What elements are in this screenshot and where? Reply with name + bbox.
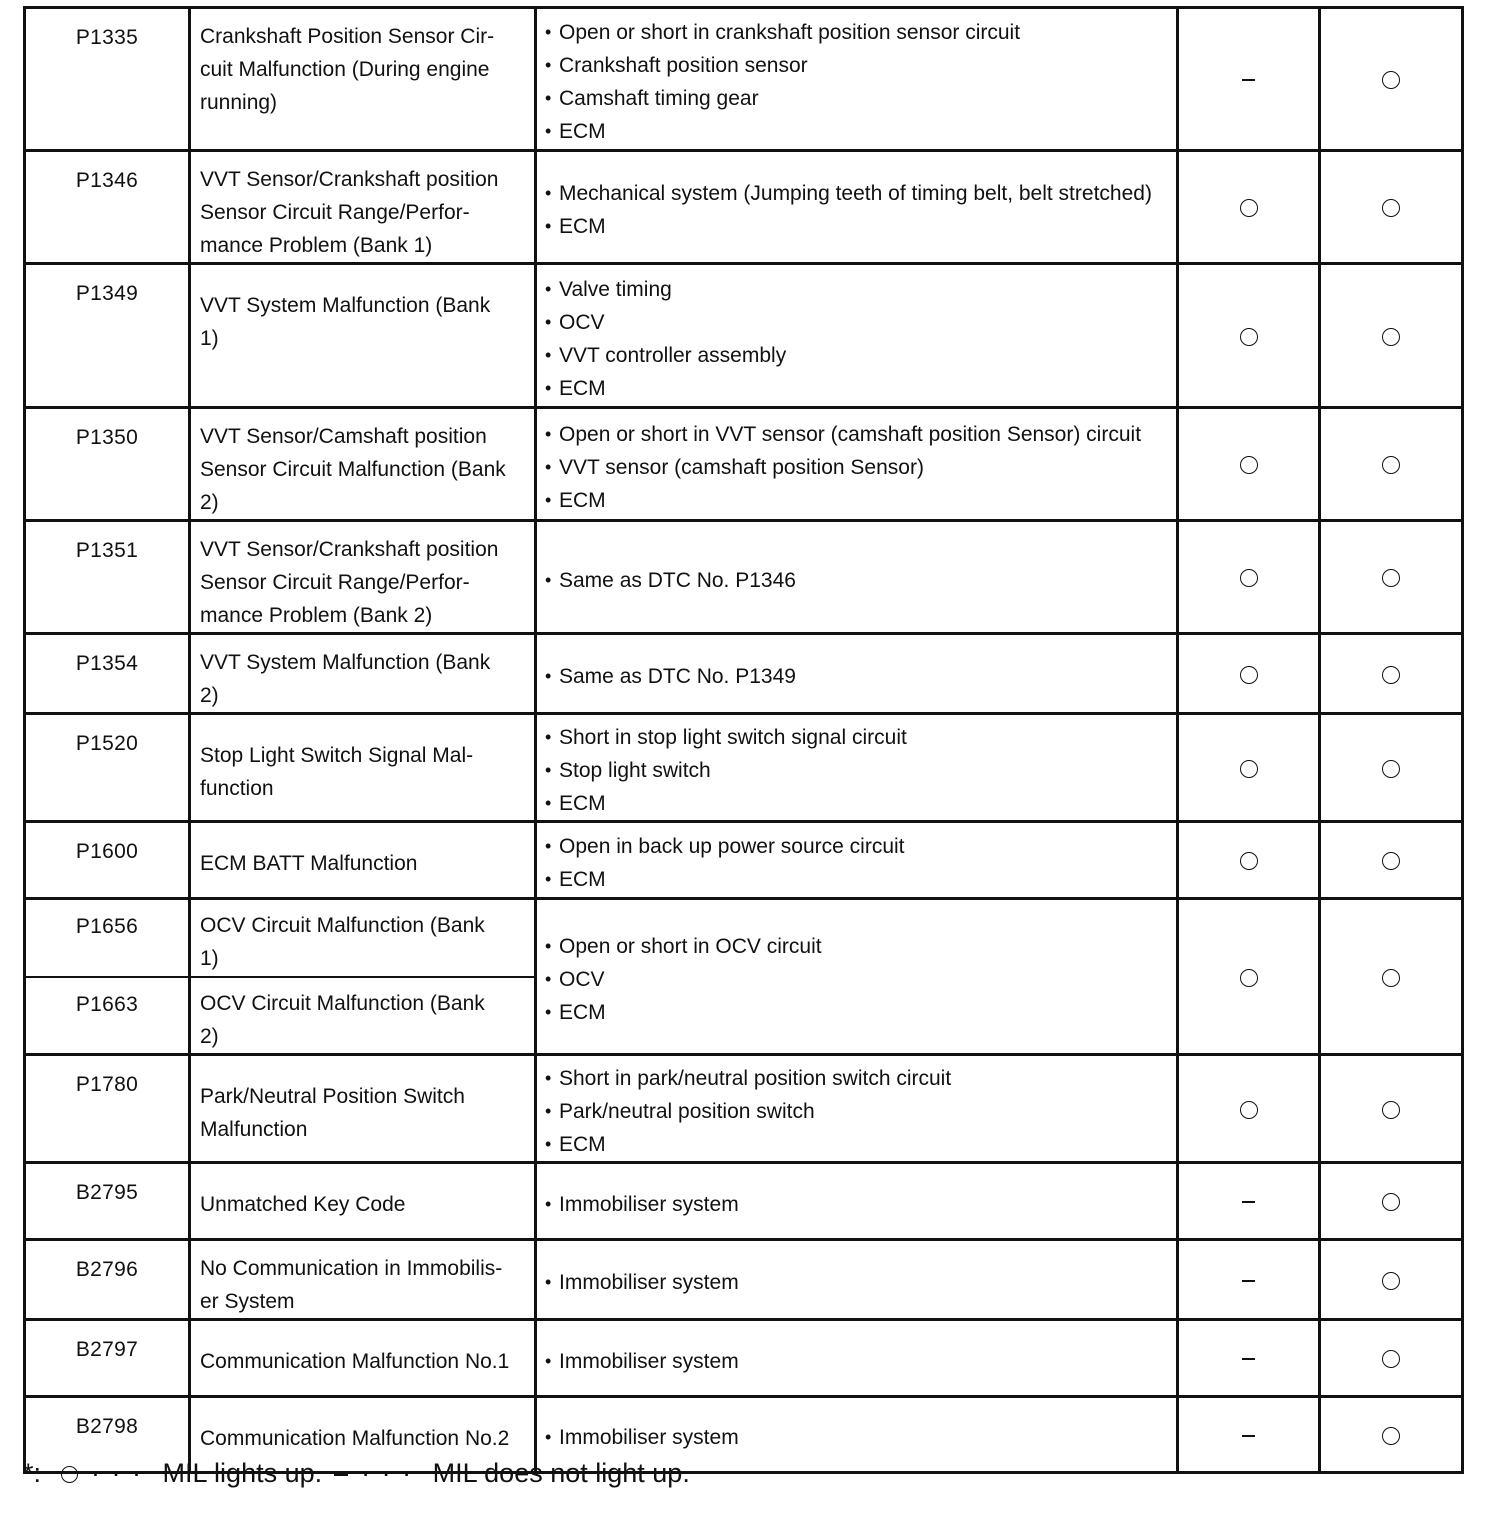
dtc-code: P1656 — [75, 915, 139, 938]
trouble-area-item: • ECM — [545, 484, 1170, 517]
memory-mark-cell — [1320, 8, 1463, 151]
trouble-area-cell — [536, 264, 1178, 408]
mil-mark-cell — [1178, 899, 1320, 1055]
description-line: mance Problem (Bank 1) — [200, 234, 433, 257]
dtc-code: P1354 — [75, 652, 139, 675]
dtc-description-cell — [190, 264, 536, 408]
memory-mark-cell — [1320, 714, 1463, 822]
trouble-area-item: • Immobiliser system — [545, 1188, 1170, 1221]
description-line: VVT System Malfunction (Bank — [200, 651, 491, 674]
trouble-area-list — [545, 1421, 1170, 1454]
memory-mark-cell — [1320, 634, 1463, 714]
circle-icon — [1382, 199, 1400, 217]
circle-icon — [1382, 328, 1400, 346]
trouble-area-list — [545, 418, 1170, 517]
table-row — [25, 1240, 1463, 1320]
description-line: Stop Light Switch Signal Mal- — [200, 744, 474, 767]
dtc-code-cell — [25, 1055, 190, 1163]
memory-mark-cell — [1320, 151, 1463, 264]
trouble-area-list — [545, 1266, 1170, 1299]
trouble-area-item: • ECM — [545, 863, 1170, 896]
table-row — [25, 899, 1463, 1055]
circle-icon — [1382, 569, 1400, 587]
mil-mark-cell — [1178, 1055, 1320, 1163]
trouble-area-item: • Immobiliser system — [545, 1421, 1170, 1454]
dtc-code: P1351 — [75, 539, 139, 562]
dtc-code-cell — [25, 822, 190, 899]
trouble-area-cell — [536, 822, 1178, 899]
trouble-area-cell — [536, 1163, 1178, 1240]
dtc-code: P1663 — [26, 976, 188, 1053]
trouble-area-list — [545, 564, 1170, 597]
table-row — [25, 1055, 1463, 1163]
dtc-code: P1349 — [75, 282, 139, 305]
trouble-area-item: • Mechanical system (Jumping teeth of timing belt, belt stretched) — [545, 177, 1170, 210]
description-line: No Communication in Immobilis- — [200, 1257, 503, 1280]
trouble-area-item: • Open or short in VVT sensor (camshaft position Sensor) circuit — [545, 418, 1170, 451]
mil-mark-cell — [1178, 714, 1320, 822]
circle-icon — [1240, 569, 1258, 587]
dtc-table — [23, 6, 1464, 1474]
dtc-code-cell — [25, 8, 190, 151]
dtc-code: B2798 — [75, 1415, 139, 1438]
trouble-area-item: • Short in stop light switch signal circuit — [545, 721, 1170, 754]
description-line: Communication Malfunction No.2 — [200, 1427, 510, 1450]
dtc-description-cell — [190, 822, 536, 899]
memory-mark-cell — [1320, 1055, 1463, 1163]
trouble-area-cell — [536, 1055, 1178, 1163]
trouble-area-item: • Same as DTC No. P1346 — [545, 564, 1170, 597]
dash-icon — [1242, 1280, 1255, 1282]
memory-mark-cell — [1320, 822, 1463, 899]
dtc-code-cell — [25, 408, 190, 521]
description-line: Sensor Circuit Range/Perfor- — [200, 571, 470, 594]
description-line: VVT Sensor/Crankshaft position — [200, 538, 499, 561]
mil-mark-cell — [1178, 8, 1320, 151]
memory-mark-cell — [1320, 1240, 1463, 1320]
description-line: VVT Sensor/Camshaft position — [200, 425, 487, 448]
trouble-area-cell — [536, 151, 1178, 264]
mil-mark-cell — [1178, 408, 1320, 521]
description-line: 2) — [200, 491, 219, 514]
description-line: er System — [200, 1290, 295, 1313]
circle-icon — [1240, 328, 1258, 346]
dtc-code: P1346 — [75, 169, 139, 192]
trouble-area-list — [545, 721, 1170, 820]
trouble-area-item: • Park/neutral position switch — [545, 1095, 1170, 1128]
circle-icon — [1382, 1427, 1400, 1445]
mil-mark-cell — [1178, 634, 1320, 714]
trouble-area-cell — [536, 634, 1178, 714]
table-row — [25, 151, 1463, 264]
dtc-description-cell — [190, 1055, 536, 1163]
trouble-area-list — [545, 830, 1170, 896]
circle-icon — [1240, 456, 1258, 474]
circle-icon — [1382, 1193, 1400, 1211]
dash-icon — [1242, 1358, 1255, 1360]
trouble-area-cell — [536, 899, 1178, 1055]
footnote-not-light: MIL does not light up. — [432, 1458, 690, 1488]
trouble-area-item: • OCV — [545, 306, 1170, 339]
dash-icon — [1242, 1201, 1255, 1203]
footnote-dots: · · · — [91, 1458, 144, 1488]
dtc-code: B2795 — [75, 1181, 139, 1204]
dash-icon — [1242, 79, 1255, 81]
mil-mark-cell — [1178, 1397, 1320, 1473]
dash-icon — [334, 1474, 348, 1476]
description-line: function — [200, 777, 274, 800]
memory-mark-cell — [1320, 1397, 1463, 1473]
circle-icon — [1382, 666, 1400, 684]
trouble-area-item: • ECM — [545, 115, 1170, 148]
dtc-description-cell — [190, 408, 536, 521]
dtc-code-cell — [25, 899, 190, 1055]
table-row — [25, 822, 1463, 899]
trouble-area-item: • OCV — [545, 963, 1170, 996]
description-line: VVT System Malfunction (Bank — [200, 294, 491, 317]
trouble-area-item: • ECM — [545, 372, 1170, 405]
dtc-description-cell — [190, 151, 536, 264]
trouble-area-item: • VVT sensor (camshaft position Sensor) — [545, 451, 1170, 484]
description-line: VVT Sensor/Crankshaft position — [200, 168, 499, 191]
trouble-area-cell — [536, 1240, 1178, 1320]
trouble-area-cell — [536, 8, 1178, 151]
description-line: Unmatched Key Code — [200, 1193, 406, 1216]
dtc-code-cell — [25, 1163, 190, 1240]
table-row — [25, 1163, 1463, 1240]
table-row — [25, 634, 1463, 714]
dtc-code: B2797 — [75, 1338, 139, 1361]
description-line: Malfunction — [200, 1118, 308, 1141]
circle-icon — [1240, 760, 1258, 778]
circle-icon — [1240, 199, 1258, 217]
description-line: cuit Malfunction (During engine — [200, 58, 490, 81]
trouble-area-item: • Short in park/neutral position switch circuit — [545, 1062, 1170, 1095]
circle-icon — [1240, 852, 1258, 870]
dash-icon — [1242, 1435, 1255, 1437]
trouble-area-list — [545, 1188, 1170, 1221]
dtc-code: P1780 — [75, 1073, 139, 1096]
description-line: Communication Malfunction No.1 — [200, 1350, 510, 1373]
memory-mark-cell — [1320, 408, 1463, 521]
trouble-area-cell — [536, 408, 1178, 521]
footnote-dots-2: · · · — [361, 1458, 414, 1488]
dtc-code: P1335 — [75, 26, 139, 49]
description-line: OCV Circuit Malfunction (Bank — [200, 992, 485, 1015]
table-row — [25, 8, 1463, 151]
table-row — [25, 1320, 1463, 1397]
trouble-area-item: • ECM — [545, 1128, 1170, 1161]
circle-icon — [1382, 71, 1400, 89]
description-line: 1) — [200, 327, 219, 350]
trouble-area-item: • ECM — [545, 996, 1170, 1029]
circle-icon — [1382, 760, 1400, 778]
memory-mark-cell — [1320, 1320, 1463, 1397]
trouble-area-item: • Camshaft timing gear — [545, 82, 1170, 115]
circle-icon — [1240, 666, 1258, 684]
table-row — [25, 521, 1463, 634]
description-line: 2) — [200, 1025, 219, 1048]
memory-mark-cell — [1320, 1163, 1463, 1240]
dtc-code-cell — [25, 1320, 190, 1397]
dtc-description-cell — [190, 1240, 536, 1320]
trouble-area-cell — [536, 521, 1178, 634]
trouble-area-cell — [536, 1320, 1178, 1397]
circle-icon — [1382, 852, 1400, 870]
trouble-area-list — [545, 1345, 1170, 1378]
footnote-prefix: *: — [23, 1458, 42, 1488]
description-line: mance Problem (Bank 2) — [200, 604, 433, 627]
memory-mark-cell — [1320, 264, 1463, 408]
dtc-code-cell — [25, 521, 190, 634]
description-line: Sensor Circuit Range/Perfor- — [200, 201, 470, 224]
circle-icon — [1382, 1272, 1400, 1290]
circle-icon — [1240, 969, 1258, 987]
trouble-area-item: • Crankshaft position sensor — [545, 49, 1170, 82]
mil-mark-cell — [1178, 822, 1320, 899]
description-line: 1) — [200, 947, 219, 970]
trouble-area-list — [545, 273, 1170, 405]
dtc-description — [191, 900, 534, 976]
dtc-code-cell — [25, 634, 190, 714]
memory-mark-cell — [1320, 899, 1463, 1055]
mil-mark-cell — [1178, 1163, 1320, 1240]
mil-mark-cell — [1178, 1320, 1320, 1397]
trouble-area-list — [545, 660, 1170, 693]
trouble-area-list — [545, 177, 1170, 243]
dtc-description-cell — [190, 634, 536, 714]
dtc-code-cell — [25, 714, 190, 822]
description-line: Crankshaft Position Sensor Cir- — [200, 25, 495, 48]
dtc-code: B2796 — [75, 1258, 139, 1281]
dtc-description-cell — [190, 714, 536, 822]
mil-mark-cell — [1178, 521, 1320, 634]
trouble-area-item: • Valve timing — [545, 273, 1170, 306]
table-row — [25, 408, 1463, 521]
trouble-area-item: • ECM — [545, 210, 1170, 243]
description-line: OCV Circuit Malfunction (Bank — [200, 914, 485, 937]
dtc-code: P1600 — [75, 840, 139, 863]
description-line: Park/Neutral Position Switch — [200, 1085, 465, 1108]
trouble-area-item: • ECM — [545, 787, 1170, 820]
trouble-area-cell — [536, 714, 1178, 822]
mil-mark-cell — [1178, 264, 1320, 408]
dtc-code: P1520 — [75, 732, 139, 755]
circle-icon — [1382, 1101, 1400, 1119]
dtc-description-cell — [190, 1163, 536, 1240]
footnote-lights-up: MIL lights up. — [162, 1458, 323, 1488]
mil-mark-cell — [1178, 1240, 1320, 1320]
circle-icon — [61, 1466, 78, 1483]
trouble-area-list — [545, 930, 1170, 1029]
dtc-description-cell — [190, 8, 536, 151]
trouble-area-item: • Immobiliser system — [545, 1266, 1170, 1299]
description-line: ECM BATT Malfunction — [200, 852, 418, 875]
trouble-area-list — [545, 1062, 1170, 1161]
dtc-code-cell — [25, 151, 190, 264]
dtc-description-cell — [190, 1320, 536, 1397]
footnote — [23, 1458, 690, 1489]
dtc-description-cell — [190, 899, 536, 1055]
dtc-description — [191, 976, 534, 1053]
table-row — [25, 264, 1463, 408]
memory-mark-cell — [1320, 521, 1463, 634]
dtc-table-body — [25, 8, 1463, 1473]
trouble-area-item: • Immobiliser system — [545, 1345, 1170, 1378]
trouble-area-item: • VVT controller assembly — [545, 339, 1170, 372]
trouble-area-item: • Same as DTC No. P1349 — [545, 660, 1170, 693]
trouble-area-item: • Open or short in crankshaft position sensor circuit — [545, 16, 1170, 49]
circle-icon — [1382, 456, 1400, 474]
trouble-area-item: • Stop light switch — [545, 754, 1170, 787]
circle-icon — [1382, 969, 1400, 987]
dtc-code-cell — [25, 1240, 190, 1320]
dtc-code: P1350 — [75, 426, 139, 449]
description-line: 2) — [200, 684, 219, 707]
table-row — [25, 714, 1463, 822]
circle-icon — [1382, 1350, 1400, 1368]
trouble-area-list — [545, 16, 1170, 148]
dtc-code-cell — [25, 264, 190, 408]
circle-icon — [1240, 1101, 1258, 1119]
description-line: running) — [200, 91, 278, 114]
dtc-description-cell — [190, 521, 536, 634]
trouble-area-item: • Open or short in OCV circuit — [545, 930, 1170, 963]
trouble-area-item: • Open in back up power source circuit — [545, 830, 1170, 863]
description-line: Sensor Circuit Malfunction (Bank — [200, 458, 506, 481]
mil-mark-cell — [1178, 151, 1320, 264]
